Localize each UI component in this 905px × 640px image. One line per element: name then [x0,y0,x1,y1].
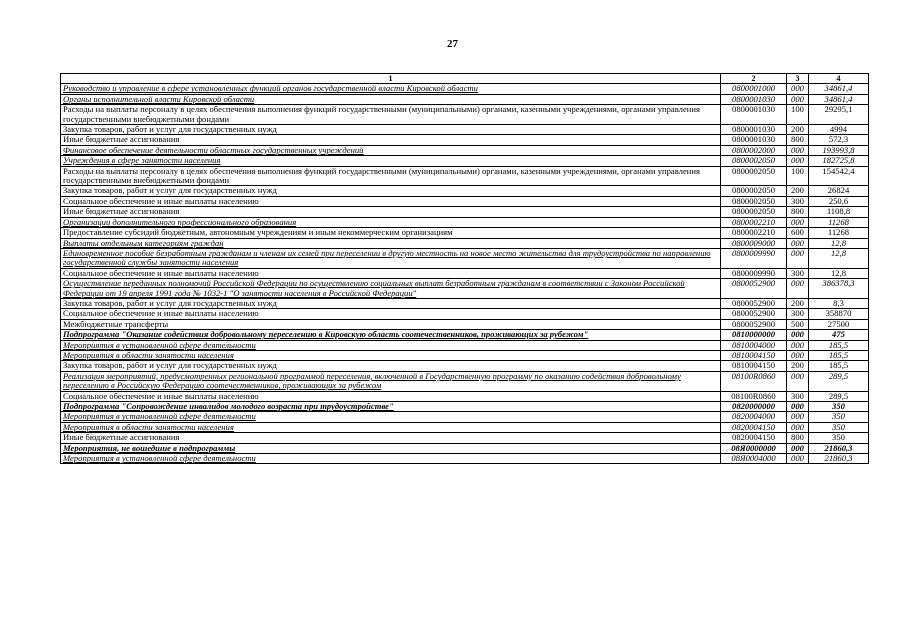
cell-amount: 29295,1 [809,105,869,125]
cell-amount: 26824 [809,186,869,196]
cell-name: Органы исполнительной власти Кировской области [61,94,721,104]
cell-name: Социальное обеспечение и иные выплаты населению [61,196,721,206]
cell-amount: 1108,8 [809,207,869,217]
table-row [61,319,869,329]
cell-code: 0800002210 [721,228,787,238]
cell-code: 0820004150 [721,422,787,432]
column-header-amount: 4 [809,74,869,84]
cell-code: 0820004000 [721,412,787,422]
cell-code: 0800002050 [721,156,787,166]
table-row [61,371,869,391]
cell-amount: 350 [809,433,869,443]
cell-code: 0800001030 [721,135,787,145]
cell-amount: 289,5 [809,371,869,391]
table-row [61,135,869,145]
table-row [61,238,869,248]
cell-type: 000 [787,371,809,391]
cell-name: Реализация мероприятий, предусмотренных региональной программой переселения, включенной в Государственную программу по оказанию содействия добровольному переселению в Российскую Федерацию соотечественников, проживающих за рубежом [61,371,721,391]
cell-code: 0800002050 [721,166,787,186]
cell-code: 0800052900 [721,309,787,319]
cell-name: Мероприятия, не вошедшие в подпрограммы [61,443,721,453]
cell-amount: 250,6 [809,196,869,206]
cell-type: 000 [787,84,809,94]
table-row [61,145,869,155]
cell-name: Иные бюджетные ассигнования [61,433,721,443]
cell-amount: 12,8 [809,248,869,268]
cell-name: Мероприятия в установленной сфере деятельности [61,412,721,422]
cell-code: 0810000000 [721,330,787,340]
cell-type: 300 [787,268,809,278]
cell-code: 0800002000 [721,145,787,155]
cell-type: 000 [787,340,809,350]
cell-name: Мероприятия в установленной сфере деятельности [61,454,721,464]
cell-name: Закупка товаров, работ и услуг для государственных нужд [61,125,721,135]
cell-type: 800 [787,135,809,145]
cell-code: 0810004000 [721,340,787,350]
table-row [61,454,869,464]
table-row [61,443,869,453]
table-row [61,350,869,360]
cell-type: 300 [787,391,809,401]
cell-type: 000 [787,350,809,360]
table-row [61,402,869,412]
cell-amount: 386378,3 [809,279,869,299]
cell-amount: 350 [809,422,869,432]
cell-type: 000 [787,443,809,453]
cell-code: 0800002050 [721,207,787,217]
table-row [61,105,869,125]
cell-name: Межбюджетные трансферты [61,319,721,329]
cell-name: Мероприятия в области занятости населения [61,350,721,360]
cell-amount: 34861,4 [809,84,869,94]
cell-type: 100 [787,166,809,186]
table-row [61,186,869,196]
cell-name: Расходы на выплаты персоналу в целях обеспечения выполнения функций государственными (муниципальными) органами, казенными учреждениями, органами управления государственными внебюджетными фондами [61,105,721,125]
table-row [61,309,869,319]
cell-type: 300 [787,309,809,319]
cell-amount: 4994 [809,125,869,135]
table-row [61,268,869,278]
table-row [61,248,869,268]
cell-amount: 182725,8 [809,156,869,166]
column-header-type: 3 [787,74,809,84]
cell-name: Организации дополнительного профессионального образования [61,217,721,227]
table-row [61,298,869,308]
cell-amount: 289,5 [809,391,869,401]
cell-type: 200 [787,298,809,308]
table-row [61,196,869,206]
cell-code: 0820004150 [721,433,787,443]
cell-type: 000 [787,156,809,166]
cell-amount: 475 [809,330,869,340]
table-row [61,84,869,94]
cell-amount: 34861,4 [809,94,869,104]
table-row [61,340,869,350]
cell-type: 000 [787,412,809,422]
page-number: 27 [447,38,458,50]
cell-name: Закупка товаров, работ и услуг для государственных нужд [61,298,721,308]
table-row [61,433,869,443]
cell-name: Финансовое обеспечение деятельности областных государственных учреждений [61,145,721,155]
cell-code: 0800001000 [721,84,787,94]
cell-code: 0800052900 [721,319,787,329]
table-row [61,391,869,401]
cell-code: 0800001030 [721,105,787,125]
cell-amount: 350 [809,412,869,422]
cell-amount: 572,3 [809,135,869,145]
column-header-code: 2 [721,74,787,84]
cell-name: Мероприятия в области занятости населения [61,422,721,432]
cell-amount: 11268 [809,217,869,227]
cell-type: 200 [787,361,809,371]
cell-name: Руководство и управление в сфере установленных функций органов государственной власти Кировской области [61,84,721,94]
cell-code: 0800009990 [721,268,787,278]
cell-name: Осуществление переданных полномочий Российской Федерации по осуществлению социальных выплат безработным гражданам в соответствии с Законом Российской Федерации от 19 апреля 1991 года № 1032-1 "О занятости населения в Российской Федерации" [61,279,721,299]
table-row [61,412,869,422]
table-row [61,217,869,227]
cell-amount: 185,5 [809,350,869,360]
table-body [61,84,869,464]
cell-amount: 12,8 [809,268,869,278]
cell-name: Иные бюджетные ассигнования [61,207,721,217]
cell-name: Предоставление субсидий бюджетным, автономным учреждениям и иным некоммерческим организациям [61,228,721,238]
cell-type: 000 [787,145,809,155]
cell-type: 800 [787,433,809,443]
cell-type: 100 [787,105,809,125]
table-row [61,279,869,299]
table-row [61,228,869,238]
cell-name: Подпрограмма "Оказание содействия добровольному переселению в Кировскую область соотечественников, проживающих за рубежом" [61,330,721,340]
cell-code: 08Я0004000 [721,454,787,464]
budget-table [60,73,869,464]
table-row [61,422,869,432]
cell-code: 0800052900 [721,279,787,299]
cell-type: 000 [787,330,809,340]
cell-code: 0800001030 [721,125,787,135]
cell-name: Закупка товаров, работ и услуг для государственных нужд [61,186,721,196]
cell-code: 0800002050 [721,196,787,206]
cell-type: 000 [787,402,809,412]
cell-amount: 185,5 [809,361,869,371]
cell-name: Закупка товаров, работ и услуг для государственных нужд [61,361,721,371]
cell-code: 0800002050 [721,186,787,196]
cell-code: 0800001030 [721,94,787,104]
cell-code: 0800009990 [721,248,787,268]
cell-name: Социальное обеспечение и иные выплаты населению [61,309,721,319]
cell-amount: 12,8 [809,238,869,248]
cell-amount: 193993,8 [809,145,869,155]
cell-type: 000 [787,94,809,104]
cell-type: 600 [787,228,809,238]
cell-type: 000 [787,422,809,432]
cell-type: 000 [787,238,809,248]
cell-type: 500 [787,319,809,329]
table-row [61,207,869,217]
table-row [61,361,869,371]
cell-code: 0800009000 [721,238,787,248]
cell-name: Социальное обеспечение и иные выплаты населению [61,391,721,401]
cell-amount: 21860,3 [809,454,869,464]
cell-code: 0800052900 [721,298,787,308]
column-header-name: 1 [61,74,721,84]
table-row [61,125,869,135]
cell-code: 08100R0860 [721,371,787,391]
cell-amount: 185,5 [809,340,869,350]
cell-name: Учреждения в сфере занятости населения [61,156,721,166]
cell-amount: 154542,4 [809,166,869,186]
cell-type: 000 [787,217,809,227]
table-row [61,166,869,186]
cell-name: Подпрограмма "Сопровождение инвалидов молодого возраста при трудоустройстве" [61,402,721,412]
table-row [61,156,869,166]
table-row [61,94,869,104]
cell-name: Выплаты отдельным категориям граждан [61,238,721,248]
cell-code: 0820000000 [721,402,787,412]
cell-code: 0810004150 [721,350,787,360]
cell-name: Единовременное пособие безработным гражданам и членам их семей при переселении в другую местность на новое место жительства для трудоустройства по направлению государственной службы занятости населения [61,248,721,268]
cell-code: 0800002210 [721,217,787,227]
cell-type: 200 [787,125,809,135]
cell-amount: 21860,3 [809,443,869,453]
cell-code: 08Я0000000 [721,443,787,453]
cell-type: 000 [787,279,809,299]
cell-amount: 358870 [809,309,869,319]
table-header-row [61,74,869,84]
cell-amount: 350 [809,402,869,412]
cell-amount: 11268 [809,228,869,238]
cell-code: 0810004150 [721,361,787,371]
cell-amount: 27500 [809,319,869,329]
cell-type: 000 [787,454,809,464]
cell-name: Расходы на выплаты персоналу в целях обеспечения выполнения функций государственными (муниципальными) органами, казенными учреждениями, органами управления государственными внебюджетными фондами [61,166,721,186]
cell-name: Иные бюджетные ассигнования [61,135,721,145]
cell-type: 300 [787,196,809,206]
cell-type: 200 [787,186,809,196]
cell-type: 000 [787,248,809,268]
cell-amount: 8,3 [809,298,869,308]
cell-code: 08100R0860 [721,391,787,401]
cell-type: 800 [787,207,809,217]
cell-name: Социальное обеспечение и иные выплаты населению [61,268,721,278]
table-row [61,330,869,340]
cell-name: Мероприятия в установленной сфере деятельности [61,340,721,350]
